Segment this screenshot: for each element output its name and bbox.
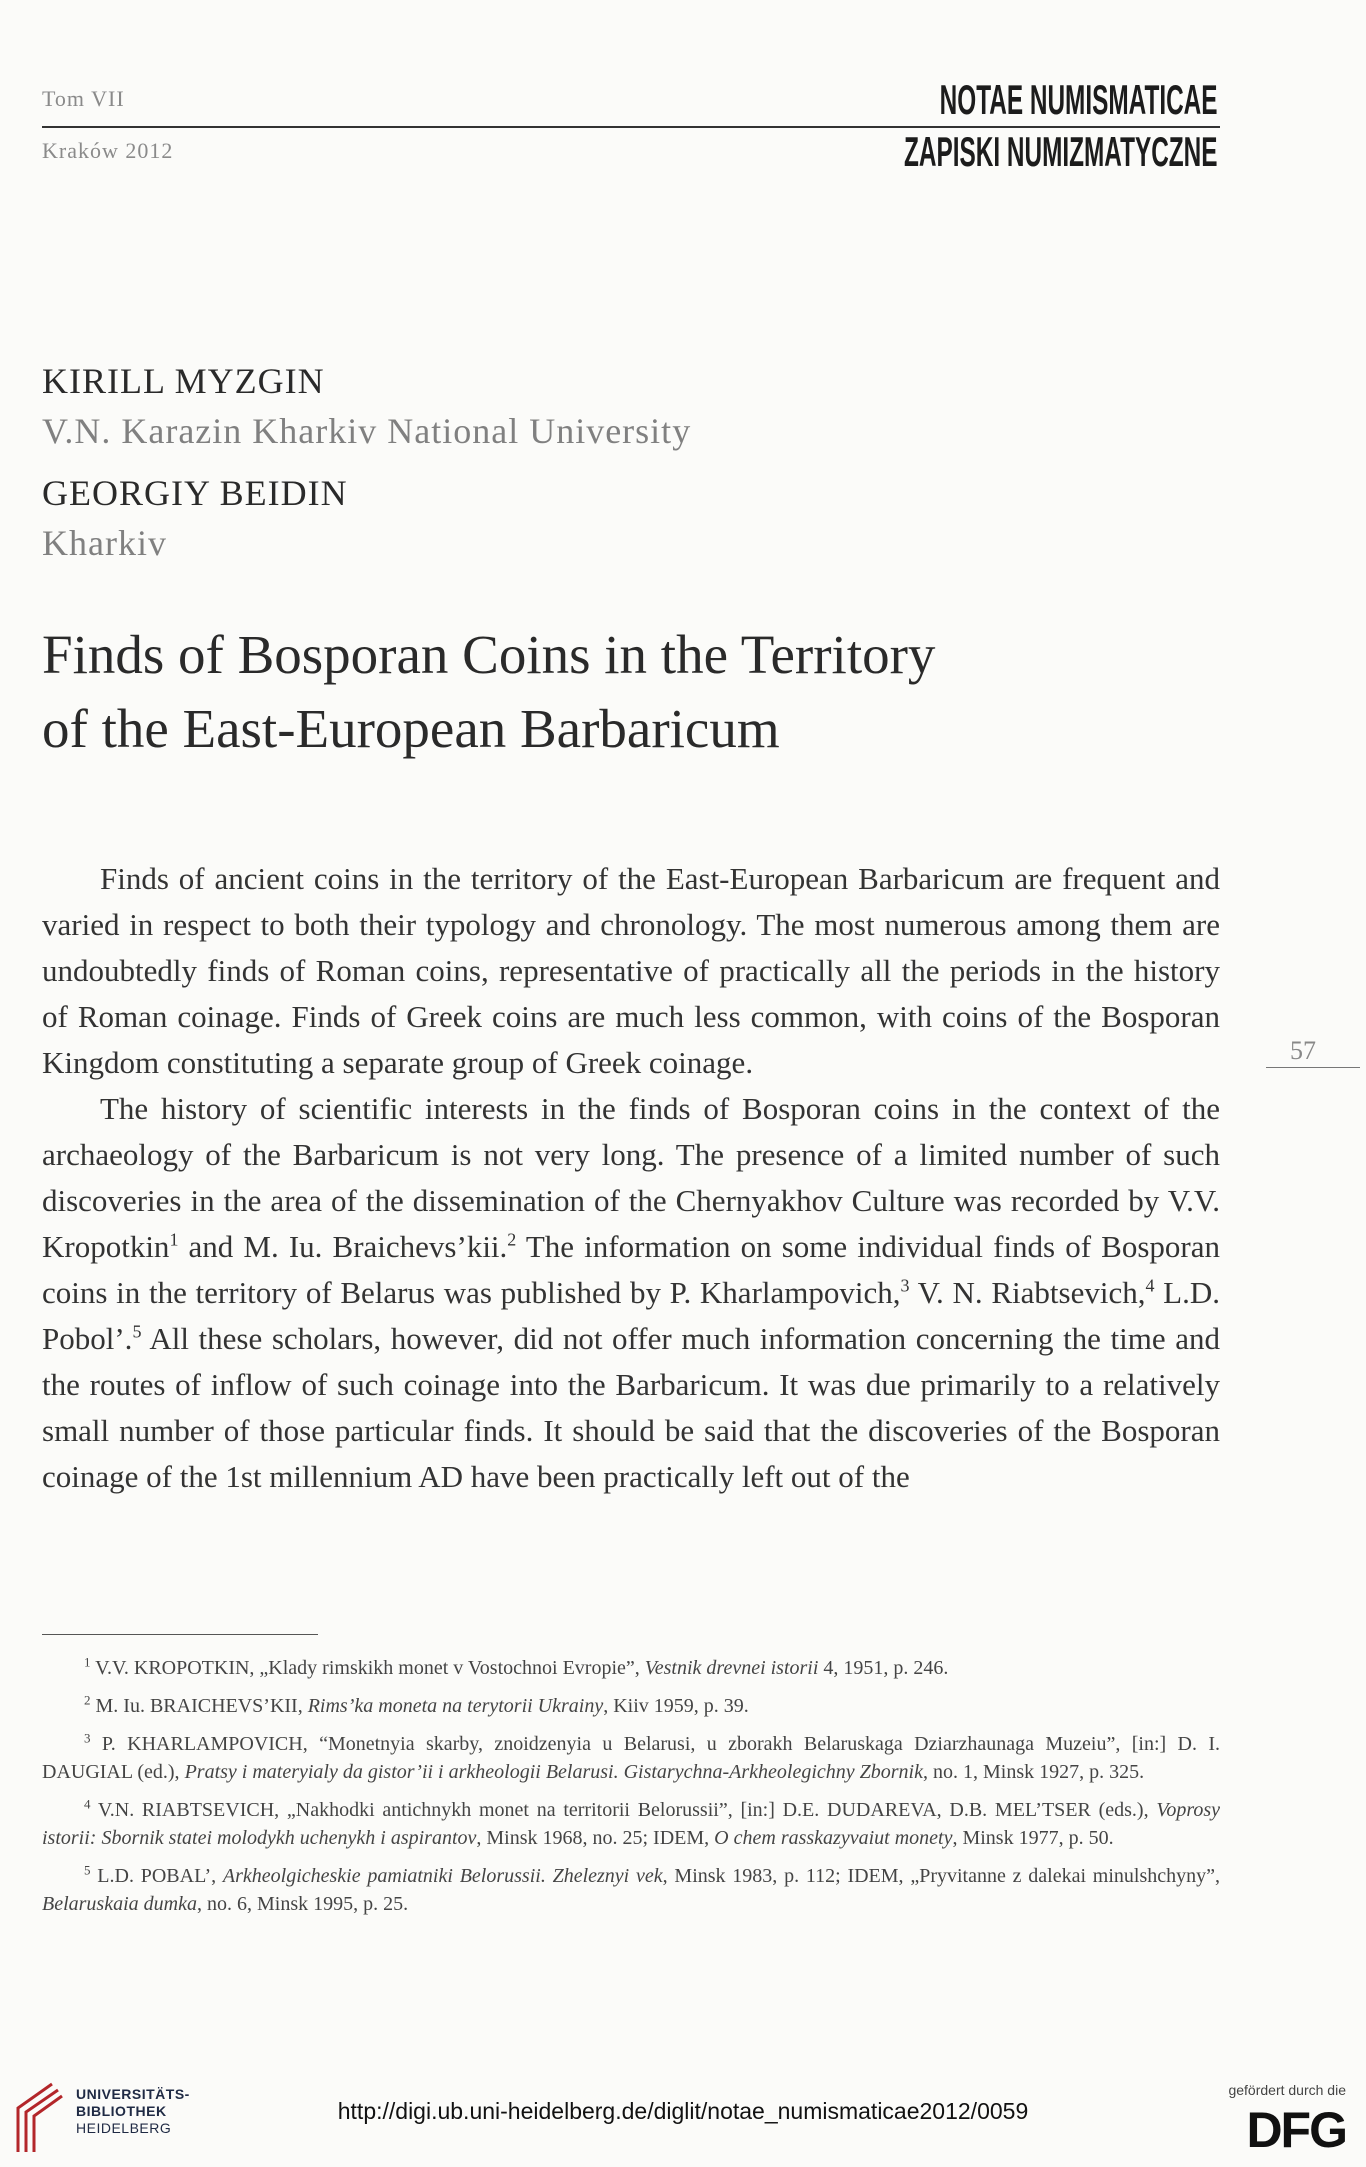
author-1-name: KIRILL MYZGIN [42, 361, 325, 401]
footnote-5: $^5$ L.D. POBAL’, Arkheolgicheskie pamiatniki Belorussii. Zheleznyi vek, Minsk 1983, p. 112; IDEM, „Pryvitanne z dalekai minulshchyny”, Belaruskaia dumka, no. 6, Minsk 1995, p. 25. [42, 1862, 1220, 1915]
volume-info [42, 86, 173, 190]
volume-label: Tom VII [42, 86, 125, 111]
journal-title-line2: ZAPISKI NUMIZMATYCZNE [904, 128, 1218, 175]
paragraph-2: The history of scientific interests in the finds of Bosporan coins in the context of the archaeology of the Barbaricum is not very long. The presence of a limited number of such discoveries in the area of the dissemination of the Chernyakhov Culture was recorded by V.V. Kropotkin$^1$ and M. Iu. Braichevs’kii.$^2$ The information on some individual finds of Bosporan coins in the territory of Belarus was published by P. Kharlampovich,$^3$ V. N. Riabtsevich,$^4$ L.D. Pobol’.$^5$ All these scholars, however, did not offer much information concerning the time and the routes of inflow of such coinage into the Barbaricum. It was due primarily to a relatively small number of those particular finds. It should be said that the discoveries of the Bosporan coinage of the 1st millennium AD have been practically left out of the [42, 1091, 1221, 1494]
header-rule [42, 126, 1220, 128]
author-2-name: GEORGIY BEIDIN [42, 473, 348, 513]
footnote-3: $^3$ P. KHARLAMPOVICH, “Monetnyia skarby, znoidzenyia u Belarusi, u zborakh Belaruskaga Dziarzhaunaga Muzeiu”, [in:] D. I. DAUGIAL (ed.), Pratsy i materyialy da gistor’ii i arkheologii Belarusi. Gistarychna-Arkheolegichny Zbornik, no. 1, Minsk 1927, p. 325. [42, 1730, 1221, 1783]
footnote-ref-2[interactable]: 2 [507, 1229, 517, 1250]
footnote-1: $^1$ V.V. KROPOTKIN, „Klady rimskikh monet v Vostochnoi Evropie”, Vestnik drevnei istorii 4, 1951, p. 246. [84, 1654, 949, 1679]
footnote-2: $^2$ M. Iu. BRAICHEVS’KII, Rims’ka moneta na terytorii Ukrainy, Kiiv 1959, p. 39. [84, 1692, 749, 1717]
journal-title-line1: NOTAE NUMISMATICAE [940, 76, 1218, 123]
article-title-line2: of the East-European Barbaricum [42, 698, 780, 759]
footnote-ref-3[interactable]: 3 [900, 1275, 910, 1296]
footnote-ref-4[interactable]: 4 [1145, 1275, 1155, 1296]
author-1-affiliation: V.N. Karazin Kharkiv National University [42, 411, 692, 451]
page-number: 57 [1290, 1036, 1316, 1065]
footnote-ref-1[interactable]: 1 [169, 1229, 179, 1250]
footnote-ref-5[interactable]: 5 [132, 1321, 142, 1342]
article-body [42, 856, 1220, 1500]
author-2-affiliation: Kharkiv [42, 523, 167, 563]
library-name-line2: BIBLIOTHEK [76, 2103, 167, 2119]
source-url-link[interactable]: http://digi.ub.uni-heidelberg.de/diglit/notae_numismaticae2012/0059 [337, 2098, 1029, 2124]
article-title-line1: Finds of Bosporan Coins in the Territory [42, 624, 936, 685]
footnote-rule [42, 1634, 318, 1635]
dfg-logo[interactable]: DFG [1246, 2102, 1346, 2158]
place-year-label: Kraków 2012 [42, 138, 174, 163]
footnote-4: $^4$ V.N. RIABTSEVICH, „Nakhodki antichnykh monet na territorii Belorussii”, [in:] D.E. DUDAREVA, D.B. MEL’TSER (eds.), Voprosy istorii: Sbornik statei molodykh uchenykh i aspirantov, Minsk 1968, no. 25; IDEM, O chem rasskazyvaiut monety, Minsk 1977, p. 50. [42, 1796, 1221, 1849]
funding-caption: gefördert durch die [1228, 2082, 1346, 2098]
footnotes [42, 1654, 1220, 1928]
library-name-line3: HEIDELBERG [76, 2120, 172, 2136]
paragraph-1: Finds of ancient coins in the territory of the East-European Barbaricum are frequent and varied in respect to both their typology and chronology. The most numerous among them are undoubtedly finds of Roman coins, representative of practically all the periods in the history of Roman coinage. Finds of Greek coins are much less common, with coins of the Bosporan Kingdom constituting a separate group of Greek coinage. [42, 861, 1220, 1080]
article-title [42, 618, 935, 766]
page-number-rule [1266, 1067, 1360, 1068]
library-name-line1: UNIVERSITÄTS- [76, 2086, 190, 2102]
